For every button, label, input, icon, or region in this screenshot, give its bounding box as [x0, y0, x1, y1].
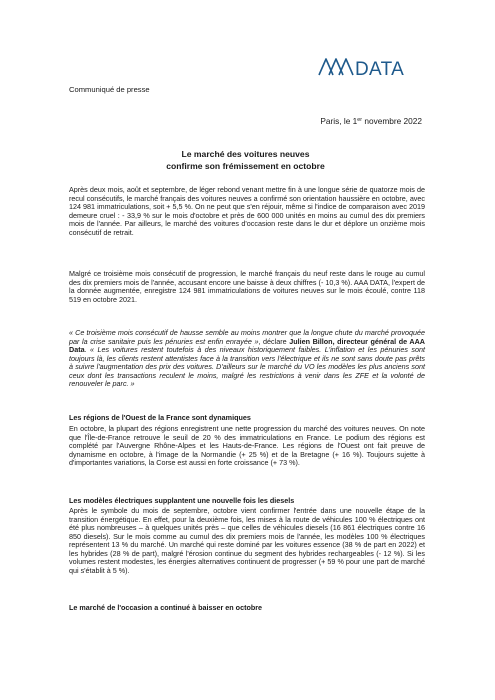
release-date	[320, 116, 422, 126]
release-date-prefix: Paris, le 1	[320, 116, 358, 126]
section-heading-used-cars: Le marché de l'occasion a continué à baisser en octobre	[69, 603, 263, 612]
quote-paragraph	[69, 329, 425, 389]
intro-paragraph: Après deux mois, août et septembre, de léger rebond venant mettre fin à une longue série de quatorze mois de recul consécutifs, le marché français des voitures neuves a confirmé son orientation haussière en octobre, avec 124 981 immatriculations, soit + 5,5 %. On ne peut que s'en réjouir, même si l'indice de comparaison avec 2019 demeure cruel : - 33,9 % sur le mois d'octobre et près de 600 000 unités en moins au cumul des dix premiers mois de l'année. Par ailleurs, le marché des voitures d'occasion reste dans le dur et déplore un onzième mois consécutif de retrait.	[69, 185, 425, 237]
section-heading-electric: Les modèles électriques supplantent une nouvelle fois les diesels	[69, 496, 295, 505]
quote-speaker: Julien Billon, directeur général de AAA Data	[69, 336, 425, 354]
release-date-suffix: novembre 2022	[362, 116, 422, 126]
aaadata-logo	[318, 56, 446, 78]
quote-attribution-lead: , déclare	[258, 336, 290, 346]
quote-separator: .	[84, 345, 91, 354]
regions-paragraph: En octobre, la plupart des régions enregistrent une nette progression du marché des voitures neuves. On note que l'Île-de-France retrouve le seuil de 20 % des immatriculations en France. Le podium des régions est complété par l'Auvergne Rhône-Alpes et les Hauts-de-France. Les régions de l'Ouest ont fait preuve de dynamisme en octobre, à l'image de la Normandie (+ 25 %) et de la Bretagne (+ 16 %). Toujours sujette à d'importantes variations, la Corse est aussi en forte croissance (+ 73 %).	[69, 424, 425, 467]
headline-line-1: Le marché des voitures neuves	[181, 149, 310, 159]
electric-paragraph: Après le symbole du mois de septembre, octobre vient confirmer l'entrée dans une nouvelle étape de la transition énergétique. En effet, pour la deuxième fois, les mises à la route de véhicules 100 % électriques ont été plus nombreuses – à quelques unités près – que celles de véhicules diesels (16 861 électriques contre 16 850 diesels). Sur le mois comme au cumul des dix premiers mois de l'année, les modèles 100 % électriques représentent 13 % du marché. Un marché qui reste dominé par les voitures essence (38 % de part en 2022) et les hybrides (28 % de part), malgré l'érosion continue du segment des hybrides rechargeables (- 12 %). Si les volumes restent modestes, les énergies alternatives continuent de progresser (+ 59 % pour une part de marché qui s'établit à 5 %).	[69, 506, 425, 575]
release-date-ordinal: er	[357, 117, 363, 123]
market-paragraph: Malgré ce troisième mois consécutif de progression, le marché français du neuf reste dans le rouge au cumul des dix premiers mois de l'année, accusant encore une baisse à deux chiffres (- 10,3 %). AAA DATA, l'expert de la donnée augmentée, enregistre 124 981 immatriculations de voitures neuves sur le mois écoulé, contre 118 519 en octobre 2021.	[69, 269, 425, 304]
quote-part-2: « Les voitures restent toutefois à des niveaux historiquement faibles. L'inflation et les pénuries sont toujours là, les clients restent attentistes face à la transition vers l'électrique et ils ne sont sans doute pas prêts à suivre l'augmentation des prix des voitures. D'ailleurs sur le marché du VO les modèles les plus anciens sont ceux dont les transactions reculent le moins, malgré les restrictions à venir dans les ZFE et la volonté de renouveler le parc. »	[69, 345, 425, 388]
headline-line-2: confirme son frémissement en octobre	[166, 161, 325, 171]
quote-part-1: « Ce troisième mois consécutif de hausse semble au moins montrer que la longue chute du marché provoquée par la crise sanitaire puis les pénuries est enfin enrayée »	[69, 328, 425, 346]
aaadata-logo-graphic	[318, 56, 446, 78]
document-kicker: Communiqué de presse	[69, 85, 150, 94]
section-heading-regions: Les régions de l'Ouest de la France sont dynamiques	[69, 413, 251, 422]
svg-text:DATA: DATA	[355, 59, 405, 78]
